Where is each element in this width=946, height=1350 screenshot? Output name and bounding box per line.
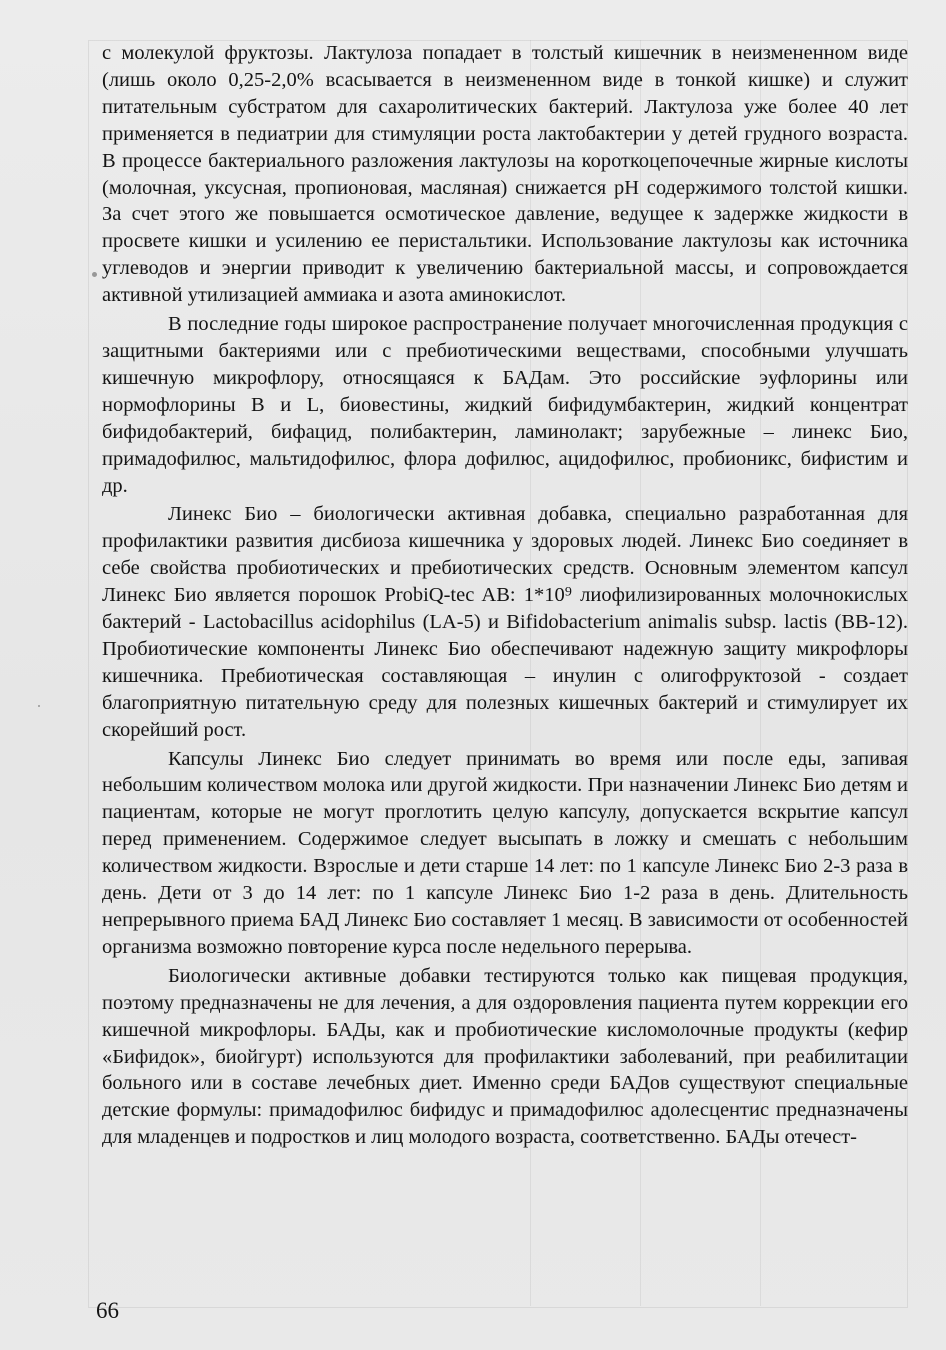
body-text (102, 40, 908, 1151)
scan-speck (92, 272, 97, 277)
scan-speck (38, 705, 40, 707)
paragraph: В последние годы широкое распространение получает многочисленная продукция с защитными бактериями или с пребиотическими веществами, способными улучшать кишечную микрофлору, относящаяся к БАДам. Это российские эуфлорины или нормофлорины В и L, биовестины, жидкий бифидумбактерин, жидкий концентрат бифидобактерий, бифацид, полибактерин, ламинолакт; зарубежные – линекс Био, примадофилюс, мальтидофилюс, флора дофилюс, ацидофилюс, пробионикс, бифистим и др. (102, 313, 908, 497)
page-number: 66 (96, 1298, 119, 1323)
paragraph: Биологически активные добавки тестируются только как пищевая продукция, поэтому предназначены не для лечения, а для оздоровления пациента путем коррекции его кишечной микрофлоры. БАДы, как и пробиотические кисломолочные продукты (кефир «Бифидок», биойгурт) используются для профилактики заболеваний, при реабилитации больного или в составе лечебных диет. Именно среди БАДов существуют специальные детские формулы: примадофилюс бифидус и примадофилюс адолесцентис предназначены для младенцев и подростков и лиц молодого возраста, соответственно. БАДы отечест- (102, 964, 908, 1149)
paragraph: с молекулой фруктозы. Лактулоза попадает в толстый кишечник в неизмененном виде (лишь около 0,25-2,0% всасывается в неизмененном виде в тонкой кишке) и служит питательным субстратом для сахаролитических бактерий. Лактулоза уже более 40 лет применяется в педиатрии для стимуляции роста лактобактерии у детей грудного возраста. В процессе бактериального разложения лактулозы на короткоцепочечные жирные кислоты (молочная, уксусная, пропионовая, масляная) снижается pH содержимого толстой кишки. За счет этого же повышается осмотическое давление, ведущее к задержке жидкости в просвете кишки и усилению ее перистальтики. Использование лактулозы как источника углеводов и энергии приводит к увеличению бактериальной массы, и сопровождается активной утилизацией аммиака и азота аминокислот. (102, 42, 908, 307)
paragraph: Капсулы Линекс Био следует принимать во время или после еды, запивая небольшим количеством молока или другой жидкости. При назначении Линекс Био детям и пациентам, которые не могут проглотить целую капсулу, допускается вскрытие капсул перед применением. Содержимое следует высыпать в ложку и смешать с небольшим количеством жидкости. Взрослые и дети старше 14 лет: по 1 капсуле Линекс Био 2-3 раза в день. Дети от 3 до 14 лет: по 1 капсуле Линекс Био 1-2 раза в день. Длительность непрерывного приема БАД Линекс Био составляет 1 месяц. В зависимости от особенностей организма возможно повторение курса после недельного перерыва. (102, 747, 908, 958)
paragraph: Линекс Био – биологически активная добавка, специально разработанная для профилактики развития дисбиоза кишечника у здоровых людей. Линекс Био соединяет в себе свойства пробиотических и пребиотических средств. Основным элементом капсул Линекс Био является порошок ProbiQ-tec AB: 1*10⁹ лиофилизированных молочнокислых бактерий - Lactobacillus acidophilus (LA-5) и Bifidobacterium animalis subsp. lactis (BB-12). Пробиотические компоненты Линекс Био обеспечивают надежную защиту микрофлоры кишечника. Пребиотическая составляющая – инулин с олигофруктозой - создает благоприятную питательную среду для полезных кишечных бактерий и стимулирует их скорейший рост. (102, 503, 908, 741)
